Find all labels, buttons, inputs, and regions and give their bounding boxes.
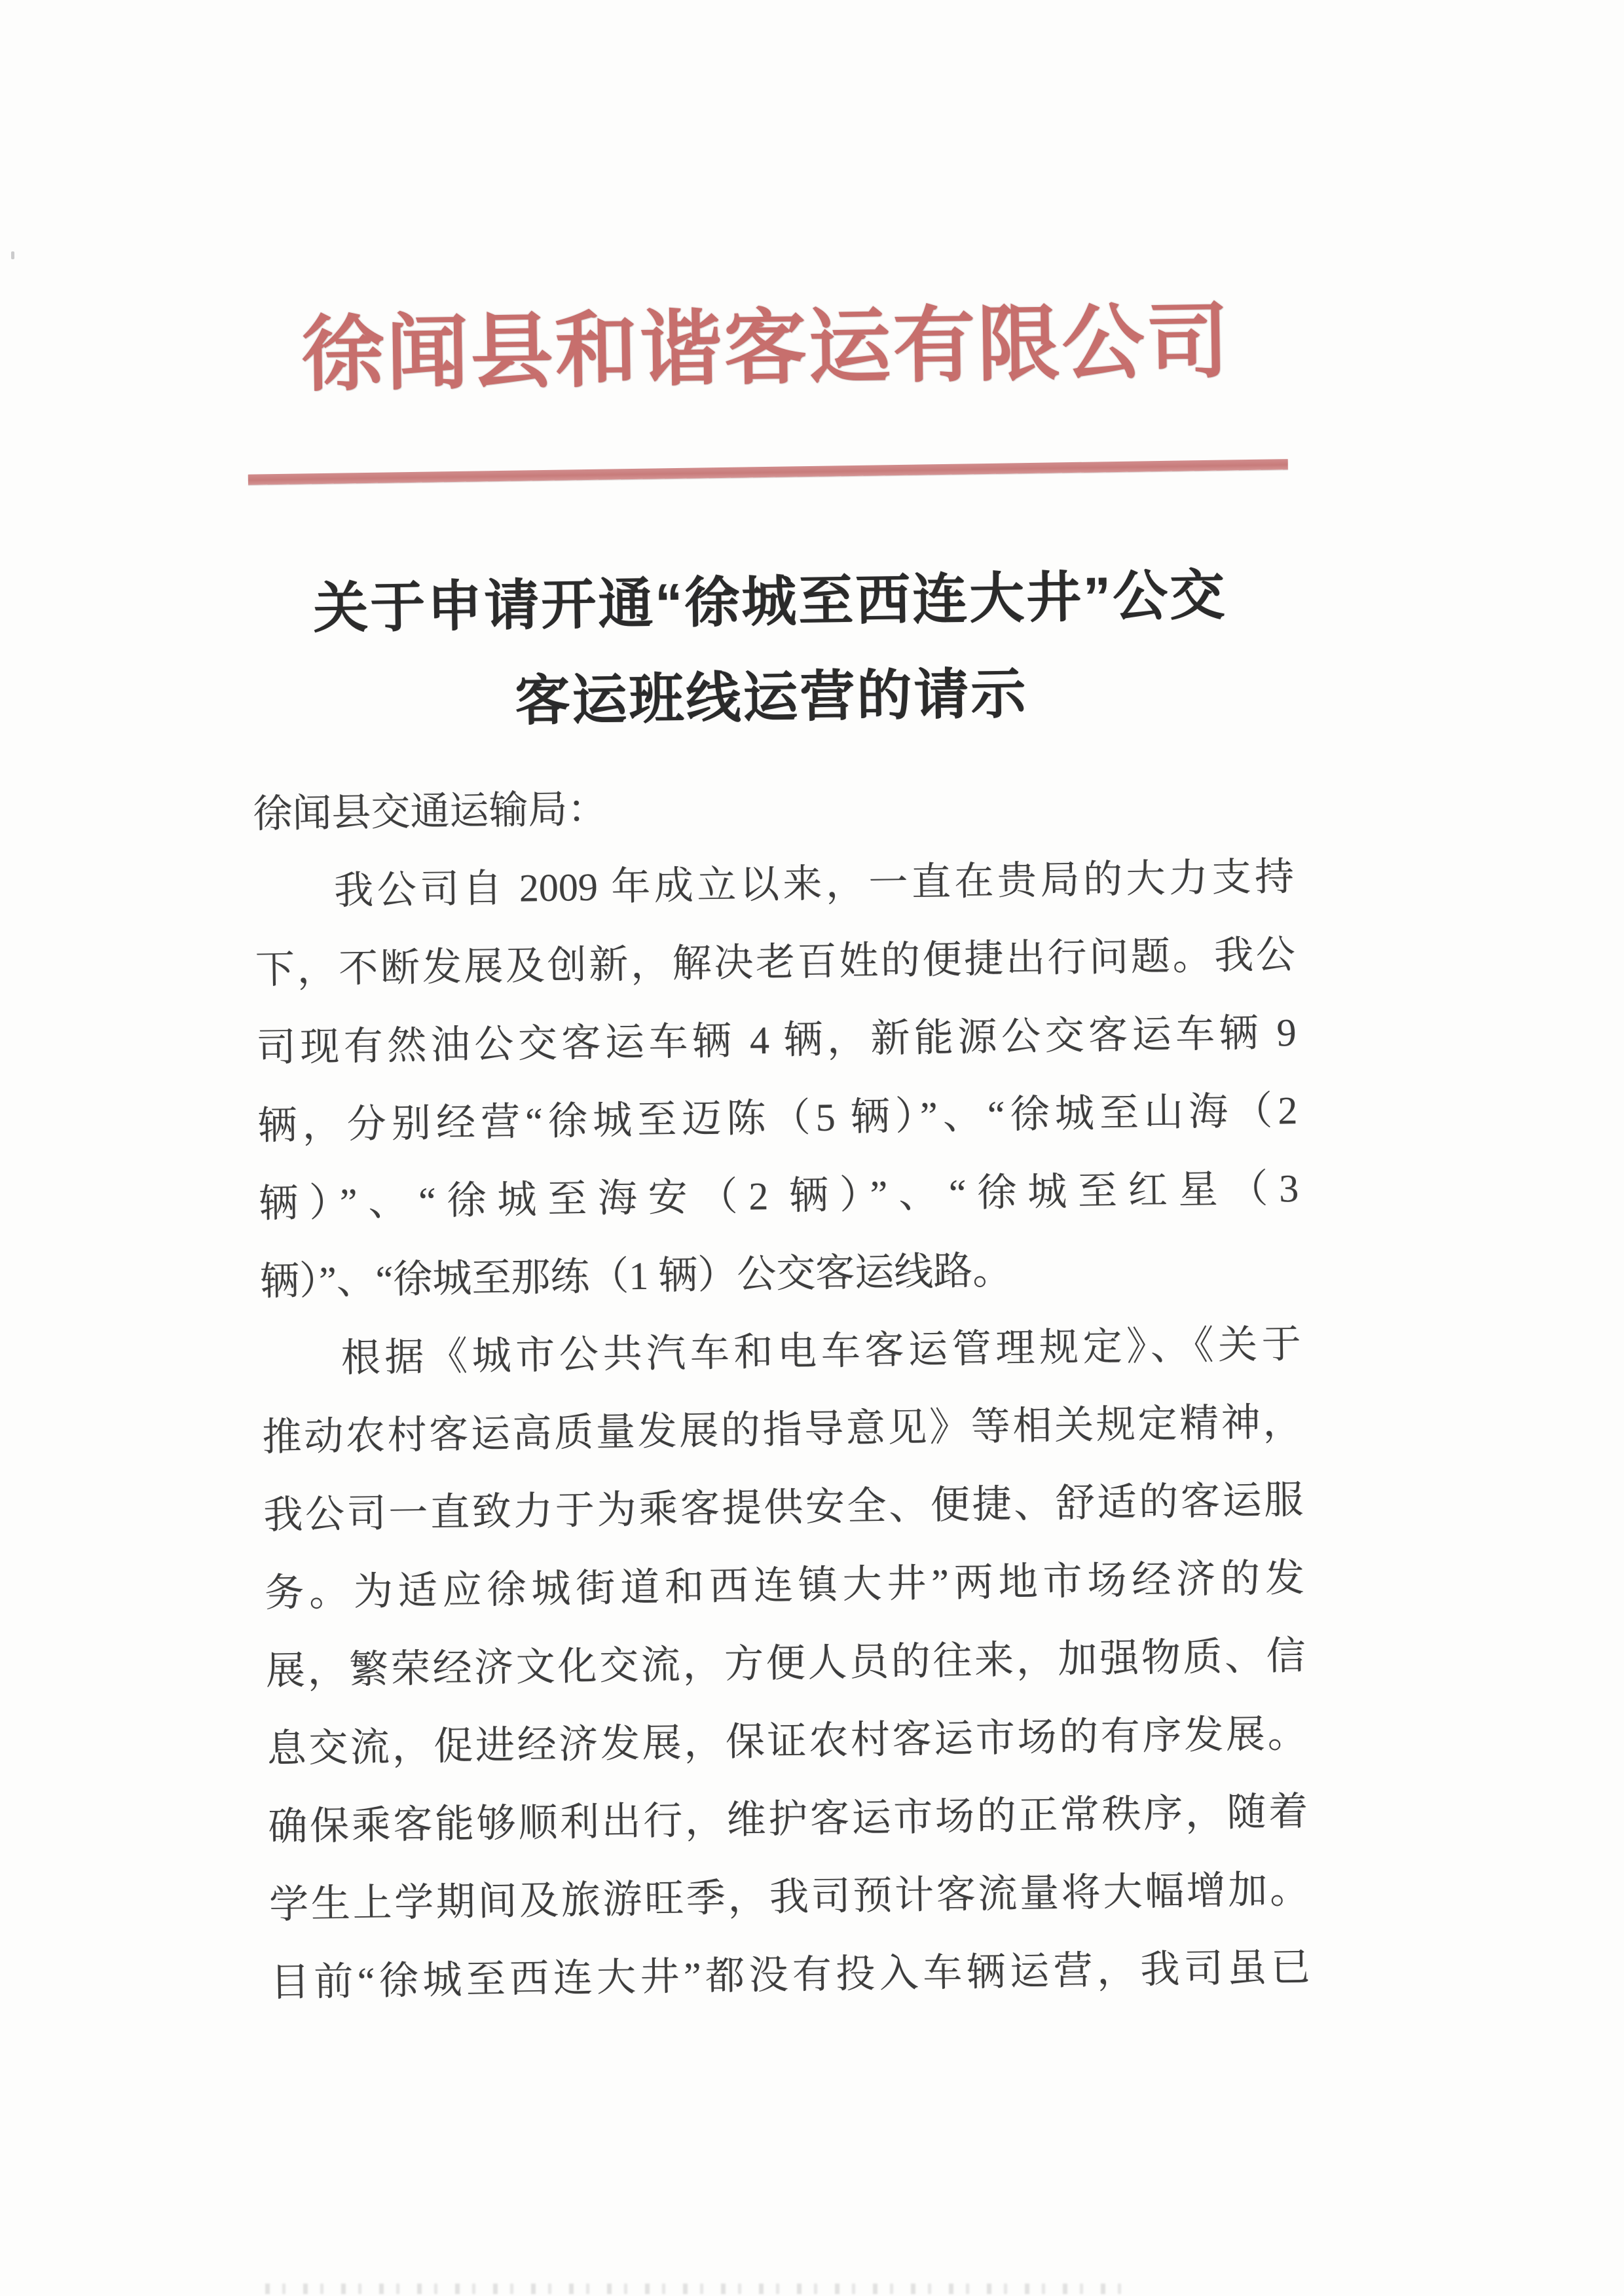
body-line: 务。为适应徐城街道和西连镇大井”两地市场经济的发 (264, 1556, 1305, 1615)
body-line: 根据《城市公共汽车和电车客运管理规定》、《关于 (341, 1322, 1302, 1380)
document-body (253, 760, 1311, 2022)
company-letterhead: 徐闻县和谐客运有限公司 (301, 297, 1232, 402)
body-line: 辆）”、“徐城至海安（2 辆）”、“徐城至红星（3 (258, 1167, 1299, 1226)
cutoff-text-remnant (265, 2284, 1136, 2294)
body-line: 下，不断发展及创新，解决老百姓的便捷出行问题。我公 (255, 933, 1296, 992)
letterhead-divider-line (248, 459, 1288, 485)
body-line: 辆）”、“徐城至那练（1 辆）公交客运线路。 (259, 1248, 1012, 1303)
body-line: 展，繁荣经济文化交流，方便人员的往来，加强物质、信 (265, 1633, 1306, 1693)
salutation-line: 徐闻县交通运输局： (253, 787, 607, 836)
body-line: 目前“徐城至西连大井”都没有投入车辆运营，我司虽已 (270, 1945, 1311, 2005)
body-line: 息交流，促进经济发展，保证农村客运市场的有序发展。 (267, 1711, 1308, 1771)
body-line: 我公司自 2009 年成立以来，一直在贵局的大力支持 (333, 855, 1295, 913)
body-line: 辆，分别经营“徐城至迈陈（5 辆）”、“徐城至山海（2 (257, 1089, 1298, 1148)
document-title-line1: 关于申请开通“徐城至西连大井”公交 (312, 564, 1227, 640)
body-lines (253, 838, 1310, 2022)
document-title (249, 546, 1292, 753)
body-line: 确保乘客能够顺利出行，维护客运市场的正常秩序，随着 (267, 1789, 1308, 1849)
document-title-line2: 客运班线运营的请示 (514, 663, 1029, 732)
body-line: 司现有然油公交客运车辆 4 辆，新能源公交客运车辆 9 (256, 1011, 1297, 1070)
body-line: 学生上学期间及旅游旺季，我司预计客流量将大幅增加。 (268, 1867, 1310, 1927)
scan-artifact (11, 251, 14, 259)
body-line: 我公司一直致力于为乘客提供安全、便捷、舒适的客运服 (263, 1478, 1304, 1537)
body-line: 推动农村客运高质量发展的指导意见》等相关规定精神， (262, 1400, 1302, 1459)
